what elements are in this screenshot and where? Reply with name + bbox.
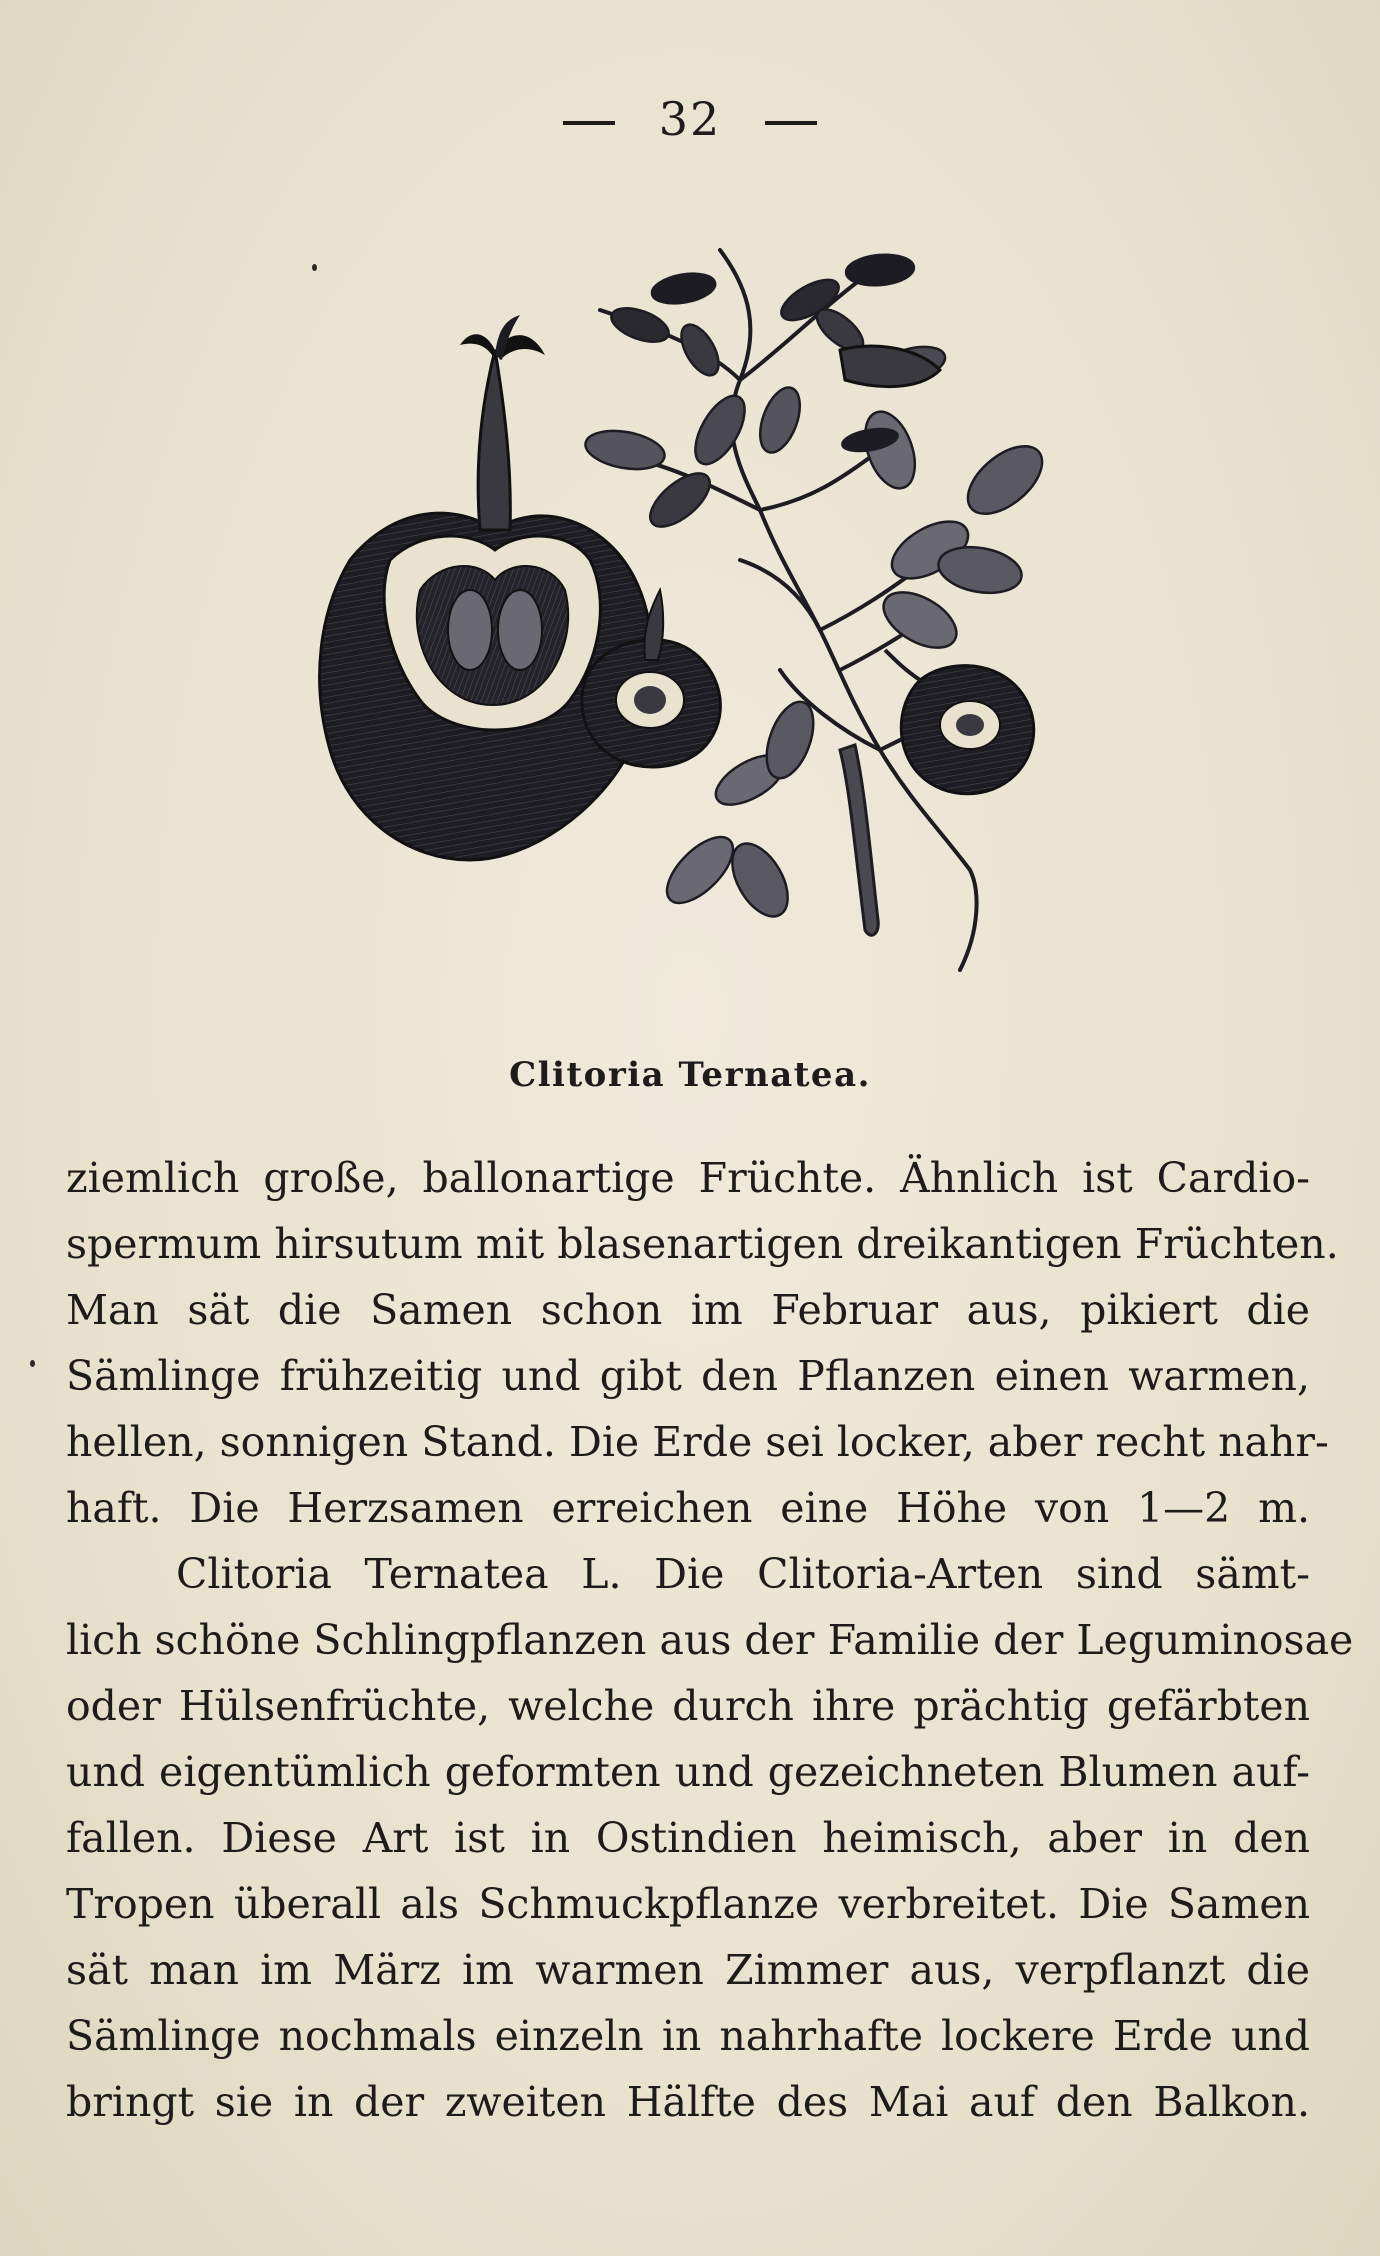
text-line: haft. Die Herzsamen erreichen eine Höhe von 1—2 m.	[66, 1484, 1310, 1532]
ink-speck	[30, 1360, 35, 1367]
text-line: spermum hirsutum mit blasenartigen dreikantigen Früchten.	[66, 1220, 1339, 1268]
text-line: oder Hülsenfrüchte, welche durch ihre prächtig gefärbten	[66, 1682, 1310, 1730]
leaves	[582, 252, 1054, 926]
text-line: bringt sie in der zweiten Hälfte des Mai auf den Balkon.	[66, 2078, 1310, 2126]
left-dash	[563, 121, 615, 125]
text-line: Sämlinge nochmals einzeln in nahrhafte lockere Erde und	[66, 2012, 1310, 2060]
text-line: fallen. Diese Art ist in Ostindien heimisch, aber in den	[66, 1814, 1310, 1862]
small-flower-right	[885, 650, 1034, 794]
right-dash	[765, 121, 817, 125]
text-line: ziemlich große, ballonartige Früchte. Ähnlich ist Cardio-	[66, 1154, 1310, 1202]
text-line: hellen, sonnigen Stand. Die Erde sei locker, aber recht nahr-	[66, 1418, 1329, 1466]
text-line: sät man im März im warmen Zimmer aus, verpflanzt die	[66, 1946, 1310, 1994]
large-flower	[320, 315, 653, 860]
clitoria-ternatea-engraving	[280, 230, 1100, 1030]
text-line-paragraph-start: Clitoria Ternatea L. Die Clitoria-Arten sind sämt-	[176, 1550, 1310, 1598]
page-number-header	[0, 92, 1380, 146]
page-number: 32	[658, 92, 722, 146]
text-line: und eigentümlich geformten und gezeichneten Blumen auf-	[66, 1748, 1310, 1796]
body-text	[66, 1145, 1354, 2135]
text-line: Sämlinge frühzeitig und gibt den Pflanzen einen warmen,	[66, 1352, 1310, 1400]
text-line: lich schöne Schlingpflanzen aus der Familie der Leguminosae	[66, 1616, 1354, 1664]
illustration-caption: Clitoria Ternatea.	[509, 1055, 871, 1095]
text-line: Man sät die Samen schon im Februar aus, pikiert die	[66, 1286, 1310, 1334]
text-line: Tropen überall als Schmuckpflanze verbreitet. Die Samen	[66, 1880, 1310, 1928]
seed-pod	[840, 745, 878, 935]
